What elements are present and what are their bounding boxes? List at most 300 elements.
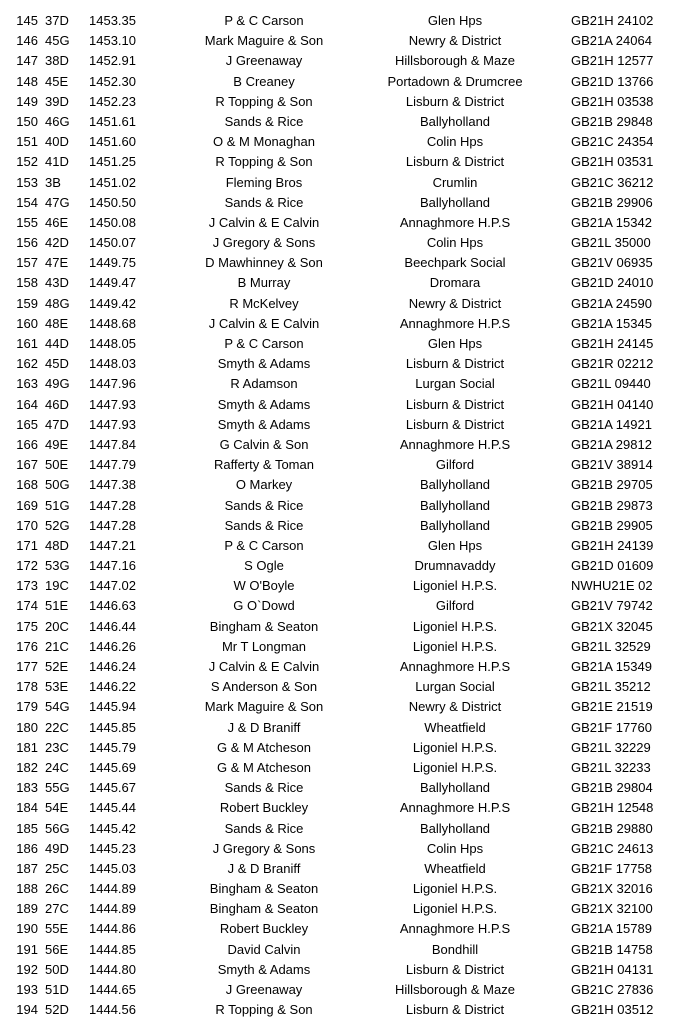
pigeon-ring-cell: GB21A 15342 — [571, 214, 652, 230]
fancier-name-cell: B Creaney — [233, 73, 295, 89]
pigeon-ring-cell: GB21D 13766 — [571, 73, 654, 89]
table-row — [0, 233, 675, 253]
ring-cell: 46G — [45, 113, 70, 129]
ring-cell: 51G — [45, 497, 70, 513]
fancier-name-cell: Robert Buckley — [219, 800, 309, 816]
ring-cell: 37D — [45, 13, 69, 28]
pigeon-ring-cell: GB21L 35212 — [571, 679, 651, 695]
table-row — [0, 395, 675, 415]
fancier-name-cell: P & C Carson — [224, 537, 304, 553]
velocity-cell: 1447.79 — [89, 457, 136, 473]
ring-cell: 41D — [45, 154, 69, 170]
fancier-name-cell: Fleming Bros — [225, 174, 303, 190]
position-cell: 182 — [16, 759, 38, 775]
fancier-name-cell: J & D Braniff — [227, 719, 301, 735]
position-cell: 186 — [16, 840, 38, 856]
velocity-cell: 1447.93 — [89, 396, 136, 412]
table-row — [0, 354, 675, 374]
ring-cell: 50D — [45, 961, 69, 977]
fancier-name-cell: Bingham & Seaton — [209, 881, 319, 897]
pigeon-ring-cell: GB21B 14758 — [571, 941, 653, 957]
ring-cell: 26C — [45, 881, 69, 897]
velocity-cell: 1452.30 — [89, 73, 136, 89]
velocity-cell: 1446.24 — [89, 659, 136, 674]
fancier-name-cell: J Gregory & Sons — [212, 235, 316, 251]
club-cell: Annaghmore H.P.S — [399, 659, 511, 674]
velocity-cell: 1447.21 — [89, 537, 136, 553]
pigeon-ring-cell: GB21E 21519 — [571, 699, 653, 715]
pigeon-ring-cell: GB21H 24102 — [571, 13, 654, 28]
position-cell: 190 — [16, 921, 38, 937]
ring-cell: 19C — [45, 578, 69, 594]
club-cell: Dromara — [429, 275, 481, 291]
table-row — [0, 152, 675, 172]
pigeon-ring-cell: GB21V 79742 — [571, 598, 653, 614]
pigeon-ring-cell: GB21H 12548 — [571, 800, 654, 816]
ring-cell: 49E — [45, 436, 69, 452]
pigeon-ring-cell: GB21H 12577 — [571, 53, 654, 69]
fancier-name-cell: Smyth & Adams — [217, 356, 311, 372]
position-cell: 145 — [16, 13, 38, 28]
pigeon-ring-cell: GB21D 01609 — [571, 558, 654, 574]
position-cell: 148 — [16, 73, 38, 89]
position-cell: 162 — [16, 356, 38, 372]
pigeon-ring-cell: GB21X 32016 — [571, 881, 653, 897]
club-cell: Lurgan Social — [415, 376, 495, 392]
pigeon-ring-cell: GB21F 17758 — [571, 860, 652, 876]
table-row — [0, 718, 675, 738]
ring-cell: 50G — [45, 477, 70, 493]
position-cell: 150 — [16, 113, 38, 129]
table-row — [0, 839, 675, 859]
table-row — [0, 960, 675, 980]
table-row — [0, 173, 675, 193]
fancier-name-cell: O & M Monaghan — [213, 134, 315, 150]
table-row — [0, 435, 675, 455]
fancier-name-cell: R Topping & Son — [215, 154, 313, 170]
club-cell: Lisburn & District — [405, 961, 505, 977]
club-cell: Ligoniel H.P.S. — [412, 881, 498, 897]
fancier-name-cell: Sands & Rice — [224, 113, 304, 129]
pigeon-ring-cell: NWHU21E 02 — [571, 578, 653, 594]
pigeon-ring-cell: GB21B 29705 — [571, 477, 653, 493]
table-row — [0, 859, 675, 879]
fancier-name-cell: G O`Dowd — [233, 598, 295, 614]
club-cell: Hillsborough & Maze — [395, 53, 515, 69]
position-cell: 179 — [16, 699, 38, 715]
velocity-cell: 1448.68 — [89, 315, 136, 331]
velocity-cell: 1451.25 — [89, 154, 136, 170]
fancier-name-cell: J Calvin & E Calvin — [208, 214, 320, 230]
velocity-cell: 1449.75 — [89, 255, 136, 271]
fancier-name-cell: W O'Boyle — [233, 578, 295, 594]
ring-cell: 47D — [45, 416, 69, 432]
club-cell: Wheatfield — [424, 719, 486, 735]
ring-cell: 53E — [45, 679, 69, 695]
pigeon-ring-cell: GB21A 24590 — [571, 295, 652, 311]
ring-cell: 56E — [45, 941, 69, 957]
table-row — [0, 273, 675, 293]
fancier-name-cell: J Greenaway — [225, 982, 303, 997]
table-row — [0, 738, 675, 758]
pigeon-ring-cell: GB21H 04140 — [571, 396, 654, 412]
club-cell: Annaghmore H.P.S — [399, 315, 511, 331]
velocity-cell: 1451.61 — [89, 113, 136, 129]
table-row — [0, 132, 675, 152]
pigeon-ring-cell: GB21A 29812 — [571, 436, 652, 452]
pigeon-ring-cell: GB21L 32529 — [571, 638, 651, 654]
table-row — [0, 879, 675, 899]
ring-cell: 55E — [45, 921, 69, 937]
club-cell: Ballyholland — [419, 820, 491, 836]
pigeon-ring-cell: GB21B 29804 — [571, 780, 653, 796]
velocity-cell: 1448.05 — [89, 336, 136, 351]
velocity-cell: 1450.50 — [89, 194, 136, 210]
ring-cell: 45E — [45, 73, 69, 89]
fancier-name-cell: Rafferty & Toman — [214, 457, 314, 473]
club-cell: Ligoniel H.P.S. — [412, 759, 498, 775]
position-cell: 171 — [16, 537, 38, 553]
position-cell: 168 — [16, 477, 38, 493]
velocity-cell: 1446.63 — [89, 598, 136, 614]
position-cell: 146 — [16, 33, 38, 49]
club-cell: Annaghmore H.P.S — [399, 921, 511, 937]
club-cell: Portadown & Drumcree — [387, 73, 523, 89]
velocity-cell: 1453.35 — [89, 13, 136, 28]
club-cell: Annaghmore H.P.S — [399, 214, 511, 230]
velocity-cell: 1445.42 — [89, 820, 136, 836]
ring-cell: 44D — [45, 336, 69, 351]
ring-cell: 3B — [45, 174, 61, 190]
position-cell: 153 — [16, 174, 38, 190]
club-cell: Lisburn & District — [405, 93, 505, 109]
ring-cell: 49D — [45, 840, 69, 856]
velocity-cell: 1444.65 — [89, 982, 136, 997]
ring-cell: 51E — [45, 598, 69, 614]
fancier-name-cell: Smyth & Adams — [217, 396, 311, 412]
table-row — [0, 556, 675, 576]
position-cell: 174 — [16, 598, 38, 614]
club-cell: Colin Hps — [426, 840, 484, 856]
fancier-name-cell: R McKelvey — [229, 295, 299, 311]
club-cell: Newry & District — [408, 699, 502, 715]
pigeon-ring-cell: GB21V 06935 — [571, 255, 653, 271]
position-cell: 192 — [16, 961, 38, 977]
pigeon-ring-cell: GB21C 24354 — [571, 134, 654, 150]
pigeon-ring-cell: GB21H 04131 — [571, 961, 654, 977]
table-row — [0, 213, 675, 233]
position-cell: 178 — [16, 679, 38, 695]
club-cell: Ballyholland — [419, 113, 491, 129]
fancier-name-cell: S Anderson & Son — [210, 679, 318, 695]
table-row — [0, 617, 675, 637]
position-cell: 159 — [16, 295, 38, 311]
velocity-cell: 1446.22 — [89, 679, 136, 695]
ring-cell: 54G — [45, 699, 70, 715]
club-cell: Ballyholland — [419, 517, 491, 533]
club-cell: Crumlin — [432, 174, 478, 190]
ring-cell: 43D — [45, 275, 69, 291]
position-cell: 184 — [16, 800, 38, 816]
position-cell: 188 — [16, 881, 38, 897]
pigeon-ring-cell: GB21D 24010 — [571, 275, 654, 291]
velocity-cell: 1448.03 — [89, 356, 136, 372]
pigeon-ring-cell: GB21C 27836 — [571, 982, 654, 997]
table-row — [0, 596, 675, 616]
table-row — [0, 92, 675, 112]
table-row — [0, 455, 675, 475]
fancier-name-cell: G Calvin & Son — [219, 436, 309, 452]
fancier-name-cell: J Greenaway — [225, 53, 303, 69]
club-cell: Hillsborough & Maze — [395, 982, 515, 997]
table-row — [0, 536, 675, 556]
club-cell: Lisburn & District — [405, 154, 505, 170]
club-cell: Colin Hps — [426, 235, 484, 251]
position-cell: 157 — [16, 255, 38, 271]
velocity-cell: 1447.16 — [89, 558, 136, 574]
ring-cell: 55G — [45, 780, 70, 796]
position-cell: 156 — [16, 235, 38, 251]
ring-cell: 52G — [45, 517, 70, 533]
position-cell: 176 — [16, 638, 38, 654]
table-row — [0, 819, 675, 839]
fancier-name-cell: Smyth & Adams — [217, 416, 311, 432]
velocity-cell: 1445.79 — [89, 739, 136, 755]
ring-cell: 46D — [45, 396, 69, 412]
position-cell: 167 — [16, 457, 38, 473]
club-cell: Ballyholland — [419, 497, 491, 513]
ring-cell: 23C — [45, 739, 69, 755]
position-cell: 149 — [16, 93, 38, 109]
pigeon-ring-cell: GB21H 03531 — [571, 154, 654, 170]
fancier-name-cell: Mark Maguire & Son — [204, 699, 324, 715]
table-row — [0, 516, 675, 536]
table-row — [0, 334, 675, 354]
club-cell: Annaghmore H.P.S — [399, 436, 511, 452]
fancier-name-cell: J & D Braniff — [227, 860, 301, 876]
velocity-cell: 1445.44 — [89, 800, 136, 816]
club-cell: Lisburn & District — [405, 396, 505, 412]
ring-cell: 48D — [45, 537, 69, 553]
fancier-name-cell: David Calvin — [227, 941, 301, 957]
table-row — [0, 475, 675, 495]
position-cell: 191 — [16, 941, 38, 957]
pigeon-ring-cell: GB21H 03538 — [571, 93, 654, 109]
fancier-name-cell: Sands & Rice — [224, 517, 304, 533]
fancier-name-cell: Robert Buckley — [219, 921, 309, 937]
position-cell: 160 — [16, 315, 38, 331]
position-cell: 170 — [16, 517, 38, 533]
position-cell: 181 — [16, 739, 38, 755]
velocity-cell: 1449.47 — [89, 275, 136, 291]
position-cell: 166 — [16, 436, 38, 452]
fancier-name-cell: R Topping & Son — [215, 1002, 313, 1018]
velocity-cell: 1447.28 — [89, 517, 136, 533]
fancier-name-cell: Bingham & Seaton — [209, 901, 319, 917]
club-cell: Glen Hps — [427, 336, 483, 351]
velocity-cell: 1449.42 — [89, 295, 136, 311]
fancier-name-cell: R Adamson — [230, 376, 298, 392]
fancier-name-cell: Sands & Rice — [224, 194, 304, 210]
position-cell: 187 — [16, 860, 38, 876]
club-cell: Gilford — [435, 598, 475, 614]
pigeon-ring-cell: GB21X 32045 — [571, 618, 653, 634]
position-cell: 173 — [16, 578, 38, 594]
club-cell: Beechpark Social — [404, 255, 506, 271]
fancier-name-cell: B Murray — [237, 275, 291, 291]
table-row — [0, 374, 675, 394]
position-cell: 185 — [16, 820, 38, 836]
ring-cell: 47E — [45, 255, 69, 271]
fancier-name-cell: G & M Atcheson — [217, 739, 311, 755]
table-row — [0, 294, 675, 314]
velocity-cell: 1451.02 — [89, 174, 136, 190]
velocity-cell: 1447.84 — [89, 436, 136, 452]
pigeon-ring-cell: GB21B 29905 — [571, 517, 653, 533]
club-cell: Ligoniel H.P.S. — [412, 638, 498, 654]
club-cell: Glen Hps — [427, 537, 483, 553]
club-cell: Ligoniel H.P.S. — [412, 739, 498, 755]
pigeon-ring-cell: GB21H 24139 — [571, 537, 654, 553]
velocity-cell: 1450.07 — [89, 235, 136, 251]
fancier-name-cell: Sands & Rice — [224, 820, 304, 836]
table-row — [0, 677, 675, 697]
ring-cell: 49G — [45, 376, 70, 392]
fancier-name-cell: O Markey — [235, 477, 293, 493]
table-row — [0, 1000, 675, 1020]
fancier-name-cell: S Ogle — [244, 558, 284, 574]
velocity-cell: 1446.44 — [89, 618, 136, 634]
ring-cell: 48E — [45, 315, 69, 331]
pigeon-ring-cell: GB21H 24145 — [571, 336, 654, 351]
fancier-name-cell: Sands & Rice — [224, 780, 304, 796]
fancier-name-cell: Mr T Longman — [221, 638, 307, 654]
position-cell: 155 — [16, 214, 38, 230]
position-cell: 164 — [16, 396, 38, 412]
table-row — [0, 193, 675, 213]
table-row — [0, 112, 675, 132]
position-cell: 175 — [16, 618, 38, 634]
position-cell: 169 — [16, 497, 38, 513]
club-cell: Lisburn & District — [405, 1002, 505, 1018]
position-cell: 189 — [16, 901, 38, 917]
ring-cell: 25C — [45, 860, 69, 876]
fancier-name-cell: J Calvin & E Calvin — [208, 659, 320, 674]
ring-cell: 38D — [45, 53, 69, 69]
pigeon-ring-cell: GB21C 24613 — [571, 840, 654, 856]
club-cell: Glen Hps — [427, 13, 483, 28]
pigeon-ring-cell: GB21V 38914 — [571, 457, 653, 473]
table-row — [0, 980, 675, 1000]
fancier-name-cell: P & C Carson — [224, 336, 304, 351]
club-cell: Lisburn & District — [405, 356, 505, 372]
table-row — [0, 31, 675, 51]
table-row — [0, 637, 675, 657]
position-cell: 163 — [16, 376, 38, 392]
position-cell: 177 — [16, 659, 38, 674]
position-cell: 154 — [16, 194, 38, 210]
pigeon-ring-cell: GB21L 32229 — [571, 739, 651, 755]
pigeon-ring-cell: GB21B 29873 — [571, 497, 653, 513]
table-row — [0, 415, 675, 435]
fancier-name-cell: Smyth & Adams — [217, 961, 311, 977]
velocity-cell: 1452.23 — [89, 93, 136, 109]
fancier-name-cell: Bingham & Seaton — [209, 618, 319, 634]
velocity-cell: 1444.86 — [89, 921, 136, 937]
table-row — [0, 576, 675, 596]
club-cell: Newry & District — [408, 33, 502, 49]
ring-cell: 48G — [45, 295, 70, 311]
ring-cell: 50E — [45, 457, 69, 473]
ring-cell: 42D — [45, 235, 69, 251]
club-cell: Ballyholland — [419, 194, 491, 210]
ring-cell: 51D — [45, 982, 69, 997]
fancier-name-cell: G & M Atcheson — [217, 759, 311, 775]
ring-cell: 45D — [45, 356, 69, 372]
club-cell: Lurgan Social — [415, 679, 495, 695]
velocity-cell: 1447.28 — [89, 497, 136, 513]
ring-cell: 52E — [45, 659, 69, 674]
velocity-cell: 1444.89 — [89, 881, 136, 897]
table-row — [0, 253, 675, 273]
ring-cell: 24C — [45, 759, 69, 775]
pigeon-ring-cell: GB21X 32100 — [571, 901, 653, 917]
pigeon-ring-cell: GB21L 09440 — [571, 376, 651, 392]
table-row — [0, 919, 675, 939]
ring-cell: 54E — [45, 800, 69, 816]
pigeon-ring-cell: GB21L 35000 — [571, 235, 651, 251]
table-row — [0, 940, 675, 960]
velocity-cell: 1444.89 — [89, 901, 136, 917]
velocity-cell: 1447.38 — [89, 477, 136, 493]
velocity-cell: 1447.02 — [89, 578, 136, 594]
pigeon-ring-cell: GB21B 29848 — [571, 113, 653, 129]
fancier-name-cell: J Calvin & E Calvin — [208, 315, 320, 331]
table-row — [0, 798, 675, 818]
pigeon-ring-cell: GB21R 02212 — [571, 356, 654, 372]
position-cell: 172 — [16, 558, 38, 574]
velocity-cell: 1452.91 — [89, 53, 136, 69]
fancier-name-cell: D Mawhinney & Son — [205, 255, 323, 271]
fancier-name-cell: Sands & Rice — [224, 497, 304, 513]
ring-cell: 53G — [45, 558, 70, 574]
pigeon-ring-cell: GB21B 29880 — [571, 820, 653, 836]
pigeon-ring-cell: GB21C 36212 — [571, 174, 654, 190]
velocity-cell: 1445.69 — [89, 759, 136, 775]
ring-cell: 46E — [45, 214, 69, 230]
ring-cell: 52D — [45, 1002, 69, 1018]
pigeon-ring-cell: GB21H 03512 — [571, 1002, 654, 1018]
velocity-cell: 1453.10 — [89, 33, 136, 49]
table-row — [0, 899, 675, 919]
position-cell: 158 — [16, 275, 38, 291]
ring-cell: 27C — [45, 901, 69, 917]
pigeon-ring-cell: GB21A 15345 — [571, 315, 652, 331]
velocity-cell: 1445.67 — [89, 780, 136, 796]
club-cell: Annaghmore H.P.S — [399, 800, 511, 816]
ring-cell: 20C — [45, 618, 69, 634]
ring-cell: 47G — [45, 194, 70, 210]
velocity-cell: 1445.85 — [89, 719, 136, 735]
position-cell: 180 — [16, 719, 38, 735]
position-cell: 147 — [16, 53, 38, 69]
ring-cell: 56G — [45, 820, 70, 836]
position-cell: 161 — [16, 336, 38, 351]
position-cell: 194 — [16, 1002, 38, 1018]
position-cell: 152 — [16, 154, 38, 170]
club-cell: Ballyholland — [419, 780, 491, 796]
club-cell: Ligoniel H.P.S. — [412, 618, 498, 634]
